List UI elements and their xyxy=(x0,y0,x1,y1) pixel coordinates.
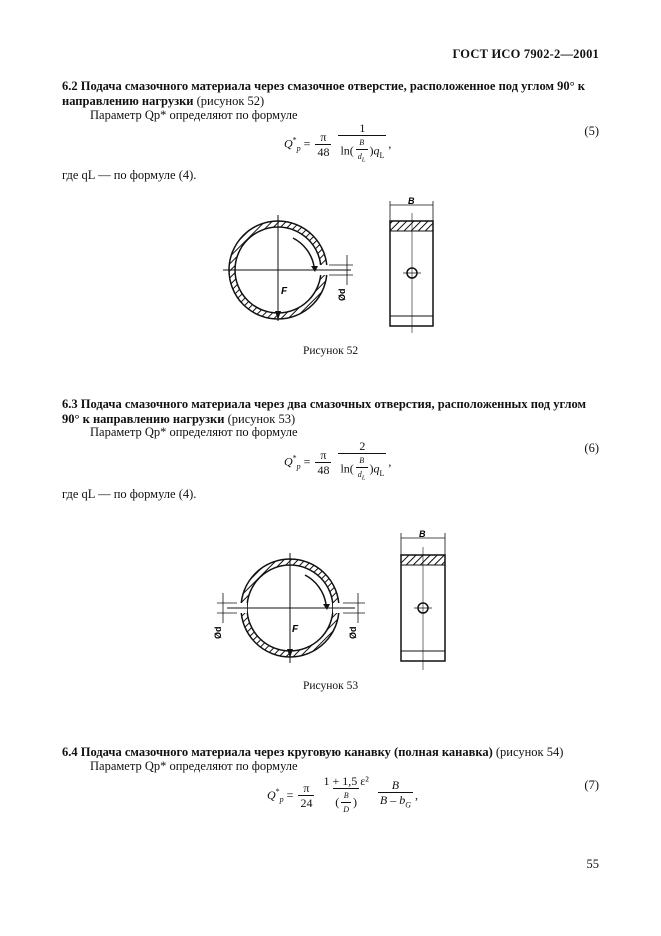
figure-ref: (рисунок 54) xyxy=(495,745,564,759)
formula-6: $Q^*_p$ = $\frac{\pi}{48}$ 2 ln( $\frac{B}{d_L}$ )$q_L$ , xyxy=(284,440,391,486)
param-line: Параметр Qp* определяют по формуле xyxy=(90,108,298,122)
section-number: 6.4 xyxy=(62,745,78,759)
where-note: где qL — по формуле (4). xyxy=(62,168,197,182)
dl-label-left: Ød xyxy=(213,626,223,639)
width-label: B xyxy=(419,529,426,539)
section-title: Подача смазочного материала через два смазочных отверстия, расположенных под углом 90° к направлению нагрузки xyxy=(62,397,587,426)
page-number: 55 xyxy=(586,857,599,871)
param-line: Параметр Qp* определяют по формуле xyxy=(90,425,298,439)
section-number: 6.2 xyxy=(62,79,78,93)
figure-ref: (рисунок 53) xyxy=(227,412,296,426)
width-label: B xyxy=(408,196,415,206)
figure-caption-52: Рисунок 52 xyxy=(303,345,359,357)
figure-53 xyxy=(205,525,465,675)
figure-ref: (рисунок 52) xyxy=(196,94,265,108)
formula-7: $Q^*_p$ = $\frac{\pi}{24}$ 1 + 1,5 ε² ( $\frac{B}{D}$ ) $\frac{B}{B - b_G}$ , xyxy=(267,775,418,817)
section-6-3-heading xyxy=(62,397,599,427)
section-6-4-heading xyxy=(62,745,599,760)
dl-label-right: Ød xyxy=(348,626,358,639)
figure-caption-53: Рисунок 53 xyxy=(303,680,359,692)
equation-number-6: (6) xyxy=(584,441,599,455)
document-header: ГОСТ ИСО 7902-2—2001 xyxy=(452,47,599,61)
force-label: F xyxy=(292,624,299,635)
section-title: Подача смазочного материала через смазочное отверстие, расположенное под углом 90° к направлению нагрузки xyxy=(62,79,585,108)
section-title: Подача смазочного материала через круговую канавку (полная канавка) xyxy=(80,745,493,759)
section-number: 6.3 xyxy=(62,397,78,411)
figure-52 xyxy=(215,193,445,343)
dl-label: Ød xyxy=(337,288,347,301)
equation-number-5: (5) xyxy=(584,124,599,138)
formula-5: $Q^*_p$ = $\frac{\pi}{48}$ 1 ln( $\frac{B}{d_L}$ )$q_L$ , xyxy=(284,122,391,168)
section-6-2-heading xyxy=(62,79,599,109)
force-label: F xyxy=(281,286,288,297)
equation-number-7: (7) xyxy=(584,778,599,792)
where-note: где qL — по формуле (4). xyxy=(62,487,197,501)
param-line: Параметр Qp* определяют по формуле xyxy=(90,759,298,773)
